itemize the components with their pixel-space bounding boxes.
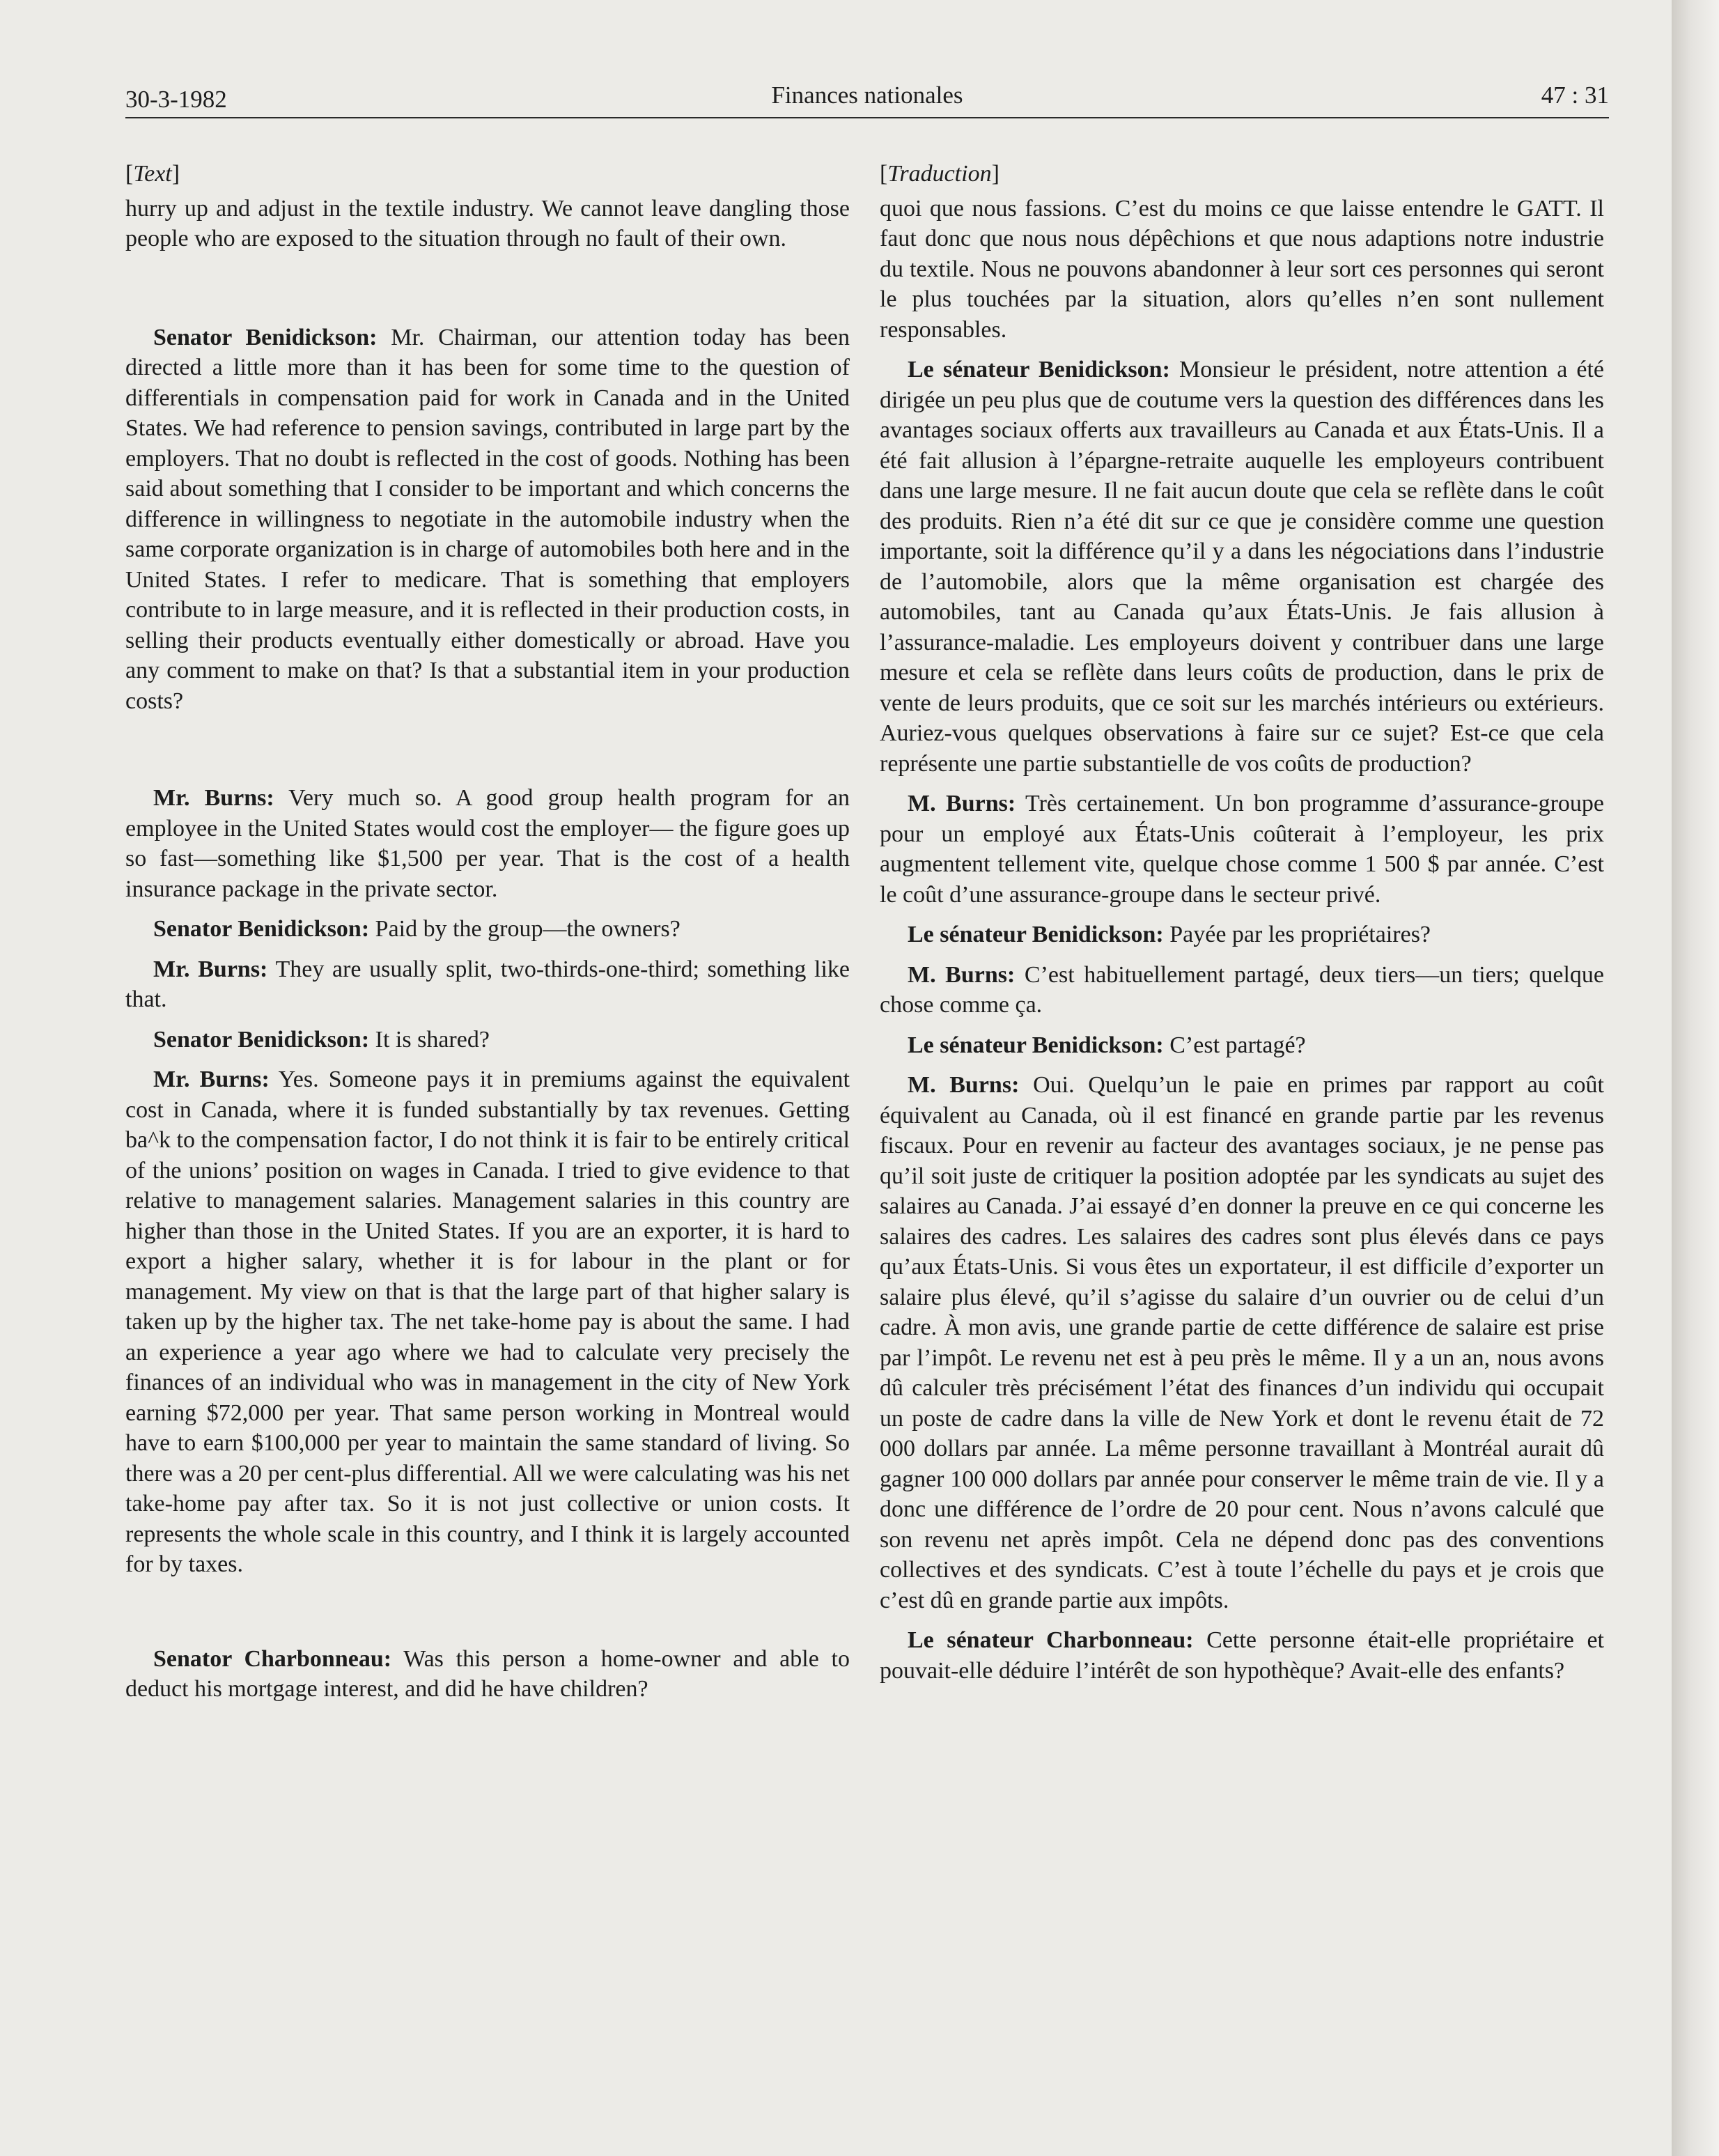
speech-text: Oui. Quelqu’un le paie en primes par rapport au coût équivalent au Canada, où il est financé en grande partie par les revenus fiscaux. Pour en revenir au facteur des avantages sociaux, je ne pense pas qu’il soit juste de critiquer la position adoptée par les syndicats au sujet des salaires au Canada. J’ai essayé d’en donner la preuve en ce qui concerne les salaires des cadres. Les salaires des cadres sont plus élevés dans ce pays qu’aux États-Unis. Si vous êtes un exportateur, il est difficile d’exporter un salaire plus élevé, qu’il s’agisse du salaire d’un ouvrier ou de celui d’un cadre. À mon avis, une grande partie de cette différence de salaire est prise par l’impôt. Le revenu net est à peu près le même. Il y a un an, nous avons dû calculer très précisément l’état des finances d’un individu qui occupait un poste de cadre dans la ville de New York et dont le revenu était de 72 000 dollars par année. La même personne travaillant à Montréal aurait dû gagner 100 000 dollars par année pour conserver le même train de vie. Il y a donc une différence de l’ordre de 20 pour cent. Nous n’avons calculé que son revenu net après impôt. Cela ne dépend donc pas des conventions collectives et des syndicats. C’est à toute l’échelle du pays et je crois que c’est dû en grande partie aux impôts.: [880, 1072, 1604, 1613]
speech-paragraph: [880, 960, 1604, 1021]
speech-text: They are usually split, two-thirds-one-third; something like that.: [125, 956, 850, 1012]
speech-text: Was this person a home-owner and able to deduct his mortgage interest, and did he have children?: [125, 1645, 850, 1702]
speech-text: Très certainement. Un bon programme d’assurance-groupe pour un employé aux États-Unis coûterait à l’employeur, les prix augmentent tellement vite, quelque chose comme 1 500 $ par année. C’est le coût d’une assurance-groupe dans le secteur privé.: [880, 791, 1604, 908]
continued-paragraph: quoi que nous fassions. C’est du moins ce que laisse entendre le GATT. Il faut donc que nous nous dépêchions et que nous adaptions notre industrie du textile. Nous ne pouvons abandonner à leur sort ces personnes qui seront le plus touchées par la situation, alors qu’elles n’en sont nullement responsables.: [880, 195, 1604, 343]
speaker-name: Le sénateur Benidickson:: [908, 922, 1164, 947]
speech-paragraph: [125, 1644, 850, 1705]
speech-paragraph: [880, 1625, 1604, 1686]
speech-paragraph: [880, 1070, 1604, 1615]
header-title: Finances nationales: [771, 82, 963, 109]
continued-paragraph: hurry up and adjust in the textile industry. We cannot leave dangling those people who are exposed to the situation through no fault of their own.: [125, 195, 850, 251]
speech-paragraph: [125, 914, 850, 945]
speaker-name: Le sénateur Benidickson:: [908, 1032, 1164, 1058]
speech-paragraph: [125, 783, 850, 904]
speech-paragraph: [125, 1064, 850, 1580]
speaker-name: Le sénateur Benidickson:: [908, 357, 1170, 382]
page-edge: [1672, 0, 1719, 2156]
speech-text: Monsieur le président, notre attention a été dirigée un peu plus que de coutume vers la question des différences dans les avantages sociaux offerts aux travailleurs au Canada et aux États-Unis. Il a été fait allusion à l’épargne-retraite auquelle les employeurs contribuent dans une large mesure. Il ne fait aucun doute que cela se reflète dans le coût des produits. Rien n’a été dit sur ce que je considère comme une question importante, soit la différence qu’il y a dans les négociations dans l’industrie de l’automobile, alors que la même organisation est chargée des automobiles, tant au Canada qu’aux États-Unis. Je fais allusion à l’assurance-maladie. Les employeurs doivent y contribuer dans une large mesure et cela se reflète dans leurs coûts de production, dans le prix de vente de leurs produits, que ce soit sur les marchés intérieurs ou extérieurs. Auriez-vous quelques observations à faire sur ce sujet? Est-ce que cela représente une partie substantielle de vos coûts de production?: [880, 357, 1604, 777]
speech-text: C’est habituellement partagé, deux tiers—un tiers; quelque chose comme ça.: [880, 961, 1605, 1018]
speech-paragraph: [880, 1030, 1604, 1061]
header-date: 30-3-1982: [125, 86, 227, 113]
speech-paragraph: [880, 355, 1604, 779]
speech-paragraph: [125, 954, 850, 1015]
speaker-name: M. Burns:: [908, 1072, 1020, 1098]
speaker-name: Senator Benidickson:: [153, 1026, 370, 1053]
translation-marker: [Traduction]: [880, 161, 999, 187]
speech-text: C’est partagé?: [1163, 1032, 1306, 1058]
speaker-name: Senator Benidickson:: [153, 324, 378, 350]
speech-paragraph: [125, 1025, 850, 1055]
speech-text: Mr. Chairman, our attention today has been directed a little more than it has been for some time to the question of differentials in compensation paid for work in Canada and in the United States. We had reference to pension savings, contributed in large part by the employers. That no doubt is reflected in the cost of goods. Nothing has been said about something that I consider to be important and which concerns the difference in willingness to negotiate in the automobile industry when the same corporate organization is in charge of automobiles both here and in the United States. I refer to medicare. That is something that employers contribute to in large measure, and it is reflected in their production costs, in selling their products eventually either domestically or abroad. Have you any comment to make on that? Is that a substantial item in your production costs?: [125, 324, 850, 714]
speech-text: Yes. Someone pays it in premiums against the equivalent cost in Canada, where it is funded substantially by tax revenues. Getting ba^k to the compensation factor, I do not think it is fair to be entirely critical of the unions’ position on wages in Canada. I tried to give evidence to that relative to management salaries. Management salaries in this country are higher than those in the United States. If you are an exporter, it is hard to export a higher salary, whether it is for labour in the plant or for management. My view on that is that the large part of that higher salary is taken up by the higher tax. The net take-home pay is about the same. I had an experience a year ago where we had to calculate very precisely the finances of an individual who was in management in the city of New York earning $72,000 per year. That same person working in Montreal would have to earn $100,000 per year to maintain the same standard of living. So there was a 20 per cent-plus differential. All we were calculating was his net take-home pay after tax. So it is not just collective or union costs. It represents the whole scale in this country, and I think it is largely accounted for by taxes.: [125, 1067, 850, 1577]
speech-paragraph: [880, 920, 1604, 950]
page-header: [125, 78, 1609, 118]
speaker-name: Senator Charbonneau:: [153, 1645, 392, 1672]
speech-paragraph: [880, 789, 1604, 910]
header-page-number: 47 : 31: [1541, 82, 1609, 109]
text-marker: [Text]: [125, 161, 180, 187]
speech-text: Very much so. A good group health program for an employee in the United States would cost the employer— the figure goes up so fast—something like $1,500 per year. That is the cost of a health insurance package in the private sector.: [125, 785, 850, 902]
speech-paragraph: [125, 323, 850, 717]
speaker-name: Mr. Burns:: [153, 956, 268, 982]
speaker-name: M. Burns:: [908, 961, 1016, 988]
speaker-name: Mr. Burns:: [153, 1067, 270, 1092]
speaker-name: Senator Benidickson:: [153, 916, 370, 942]
french-column: [880, 159, 1604, 1696]
english-column: [125, 159, 850, 1714]
speaker-name: Le sénateur Charbonneau:: [908, 1627, 1194, 1653]
speech-text: Paid by the group—the owners?: [369, 916, 680, 942]
speech-text: It is shared?: [369, 1026, 490, 1053]
speaker-name: M. Burns:: [908, 791, 1016, 816]
speaker-name: Mr. Burns:: [153, 785, 274, 811]
speech-text: Cette personne était-elle propriétaire et pouvait-elle déduire l’intérêt de son hypothèque? Avait-elle des enfants?: [880, 1627, 1604, 1684]
speech-text: Payée par les propriétaires?: [1163, 922, 1431, 947]
